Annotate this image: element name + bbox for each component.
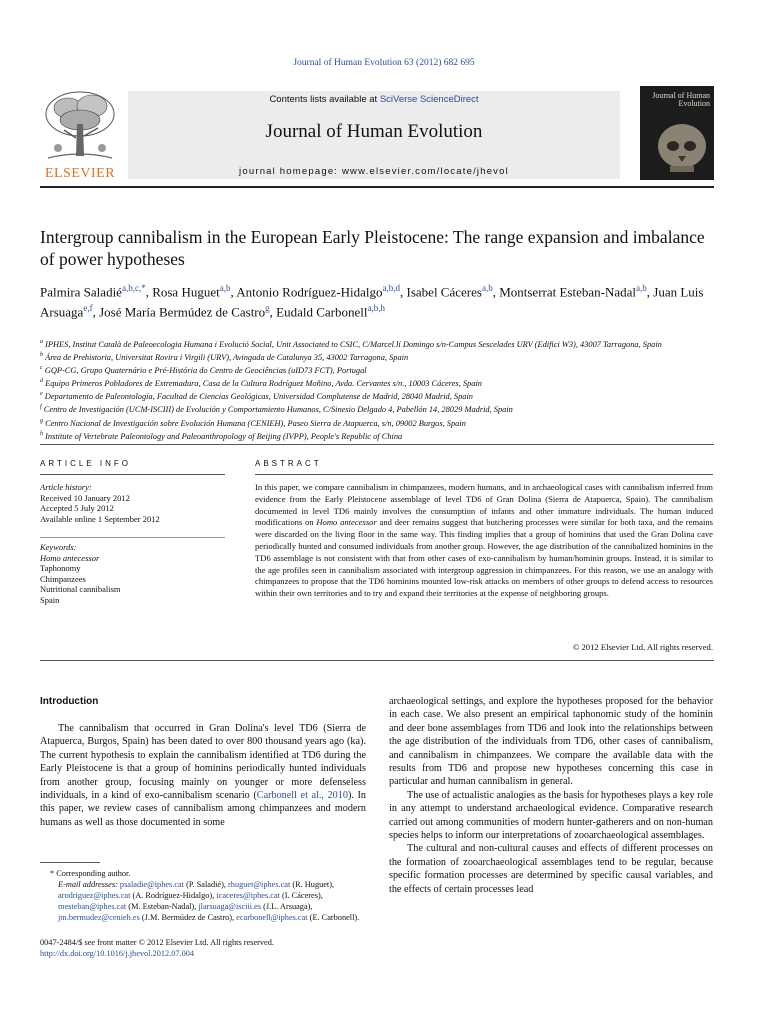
section-rule-bottom	[40, 660, 714, 661]
section-rule-top	[40, 444, 714, 445]
affiliation-key: b	[40, 352, 43, 359]
email-link[interactable]: jlarsuaga@isciii.es	[198, 902, 262, 911]
corresponding-author-mark[interactable]: *	[141, 283, 146, 293]
author-separator: ,	[269, 304, 277, 320]
affiliation	[40, 376, 730, 389]
affiliation-key: a	[40, 339, 43, 345]
keyword: Chimpanzees	[40, 573, 86, 584]
emails-label: E-mail addresses:	[58, 880, 120, 889]
email-owner: (P. Saladié),	[184, 880, 229, 889]
corresponding-author-note: * Corresponding author.	[50, 869, 131, 878]
affiliation-key: d	[40, 378, 43, 385]
author-affiliation-marks[interactable]: g	[265, 303, 270, 314]
author-name: Isabel Cáceres	[406, 284, 482, 300]
author-name: Juan Luis Arsuaga	[40, 284, 704, 320]
contents-prefix: Contents lists available at	[269, 94, 380, 105]
issn-line: 0047-2484/$ see front matter © 2012 Elsevier Ltd. All rights reserved.	[40, 938, 274, 947]
email-owner: (J.M. Bermúdez de Castro),	[139, 913, 237, 922]
author-name: Palmira Saladié	[40, 284, 122, 300]
journal-citation-line[interactable]: Journal of Human Evolution 63 (2012) 682 695	[293, 58, 475, 68]
history-online: Available online 1 September 2012	[40, 513, 160, 524]
author-separator: ,	[92, 304, 100, 320]
keywords-label: Keywords:	[40, 542, 77, 552]
author-separator: ,	[646, 284, 654, 300]
body-paragraph: archaeological settings, and explore the hypotheses proposed for the behavior in each case. We also present an empirical taphonomic study of the hominin and deer bone assemblages from TD6 and look into the relationships between the age distribution of the individuals from TD6, other cases of cannibalism, and cannibalism in chimpanzees. We compare the available data with the results from TD6 and propose new hypotheses concerning this case in particular and human cannibalism in general.	[389, 696, 713, 788]
email-owner: (I. Cáceres),	[279, 891, 323, 900]
footnotes	[40, 868, 366, 923]
abstract-part: and deer remains suggest that butchering processes were similar for both taxa, and the remains were discarded on the living floor in the same way. This finding implies that a group of hominins that used the Gran Dolina cave periodically hunted and consumed individuals from another group. However, the age distribution of the cannibalized hominins in the TD6 assemblage is not consistent with that from other cases of exo-cannibalism by human/hominin groups. Instead, it is similar to the age profiles seen in cannibalism associated with intergroup aggression in chimpanzees. For this reason, we use an analogy with chimpanzees to propose that the TD6 hominins mounted low-risk attacks on members of other groups to defend access to resources within their own territories and to try and expand their territories at the expense of neighboring groups.	[255, 517, 713, 599]
history-label: Article history:	[40, 482, 92, 492]
author-name: Rosa Huguet	[152, 284, 220, 300]
abstract-species: Homo antecessor	[316, 517, 377, 528]
affiliation	[40, 350, 730, 363]
affiliation	[40, 389, 730, 402]
body-column-left	[40, 722, 366, 829]
email-link[interactable]: psaladie@iphes.cat	[119, 880, 185, 889]
email-addresses	[40, 879, 366, 923]
affiliation	[40, 429, 730, 442]
author-affiliation-marks[interactable]: a,b,d	[382, 283, 401, 293]
author-name: Montserrat Esteban-Nadal	[499, 284, 637, 300]
history-received: Received 10 January 2012	[40, 492, 130, 503]
author-name: Antonio Rodríguez-Hidalgo	[236, 284, 383, 300]
header-rule	[40, 186, 714, 188]
affiliations	[40, 337, 730, 442]
publisher-name: ELSEVIER	[44, 166, 116, 181]
author-list	[40, 280, 720, 321]
keyword: Nutritional cannibalism	[40, 584, 121, 594]
email-link[interactable]: ecarbonell@iphes.cat	[236, 913, 308, 922]
author-name: José María Bermúdez de Castro	[99, 304, 266, 320]
affiliation-text: Centro Nacional de Investigación sobre Evolución Humana (CENIEH), Paseo Sierra de Atapuerca, s/n, 09002 Burgos, Spain	[45, 418, 466, 428]
author-affiliation-marks[interactable]: a,b,h	[367, 303, 385, 314]
keyword: Taphonomy	[40, 563, 81, 573]
issn-block	[40, 937, 366, 959]
history-rule	[40, 537, 225, 538]
affiliation	[40, 416, 730, 429]
doi-link[interactable]: http://dx.doi.org/10.1016/j.jhevol.2012.07.004	[40, 949, 195, 958]
email-link[interactable]: jm.bermudez@cenieh.es	[58, 913, 140, 922]
email-owner: (R. Huguet),	[290, 880, 335, 889]
email-owner: (A. Rodríguez-Hidalgo),	[130, 891, 217, 900]
keyword: Homo antecessor	[40, 552, 100, 563]
paper-title: Intergroup cannibalism in the European Early Pleistocene: The range expansion and imbalance of power hypotheses	[40, 227, 705, 269]
keywords-block	[40, 542, 225, 605]
text-run: The cannibalism that occurred in Gran Dolina's level TD6 (Sierra de Atapuerca, Burgos, Spain) has been dated to over 800 thousand years ago (ka). The current hypothesis to explain the cannibalism identified at TD6 during the Early Pleistocene is that a group of hominins periodically hunted individuals from another group, focusing mainly on younger or more defenseless individuals, in a kind of exo-cannibalism scenario (	[40, 723, 366, 802]
author-separator: ,	[400, 284, 407, 300]
article-info-rule	[40, 474, 225, 475]
introduction-heading: Introduction	[40, 696, 99, 707]
abstract-text	[255, 482, 713, 600]
affiliation-text: IPHES, Institut Català de Paleoecologia Humana i Evolució Social, Unit Associated to CSIC, C/Marcel.lí Domingo s/n-Campus Sescelades URV (Edifici W3), 43007 Tarragona, Spain	[45, 339, 662, 349]
abstract-rule	[255, 474, 713, 475]
author-affiliation-marks[interactable]: a,b	[481, 283, 493, 293]
journal-cover-image	[640, 86, 714, 180]
intro-paragraph	[40, 722, 366, 829]
affiliation-key: c	[40, 365, 43, 372]
affiliation	[40, 337, 730, 350]
body-paragraph: The use of actualistic analogies as the basis for hypotheses plays a key role in any attempt to understand archaeological evidence. Comparative research carried out among communities of modern hunter-gatherers and on non-human species helps to inform our interpretations of zooarchaeological assemblages.	[389, 789, 713, 842]
affiliation	[40, 402, 730, 415]
journal-homepage[interactable]: journal homepage: www.elsevier.com/locate/jhevol	[239, 166, 509, 177]
affiliation-key: f	[40, 404, 42, 411]
body-paragraph: The cultural and non-cultural causes and effects of different processes on the formation of zooarchaeological assemblages tend to be regular, because specific formation processes are determined by specific causal variables, and the effects of certain processes lead	[389, 843, 713, 895]
author-affiliation-marks[interactable]: a,b	[636, 283, 647, 293]
email-link[interactable]: rhuguet@iphes.cat	[228, 880, 291, 889]
contents-line	[128, 94, 620, 105]
history-accepted: Accepted 5 July 2012	[40, 503, 114, 513]
affiliation-text: GQP-CG, Grupo Quaternário e Pré-História do Centro de Geociências (uID73 FCT), Portugal	[44, 365, 367, 375]
article-info-heading: ARTICLE INFO	[40, 459, 131, 468]
affiliation-text: Área de Prehistoria, Universitat Rovira i Virgili (URV), Avinguda de Catalunya 35, 43002 Tarragona, Spain	[45, 352, 409, 362]
citation-link[interactable]: Carbonell et al., 2010	[256, 790, 348, 802]
author-affiliation-marks[interactable]: a,b	[219, 283, 231, 293]
keyword: Spain	[40, 594, 60, 605]
email-link[interactable]: icaceres@iphes.cat	[216, 891, 280, 900]
affiliation	[40, 363, 730, 376]
author-separator: ,	[492, 284, 500, 300]
author-affiliation-marks[interactable]: e,f	[83, 303, 93, 314]
footnote-rule	[40, 862, 100, 863]
sciencedirect-link[interactable]: SciVerse ScienceDirect	[379, 94, 479, 105]
email-owner: (J.L. Arsuaga),	[261, 902, 313, 911]
affiliation-text: Institute of Vertebrate Paleontology and Paleoanthropology of Beijing (IVPP), People's Republic of China	[45, 431, 403, 441]
affiliation-text: Equipo Primeros Pobladores de Extremadura, Casa de la Cultura Rodríguez Moñino, Avda. Cervantes s/n., 10003 Cáceres, Spain	[45, 379, 482, 389]
affiliation-text: Departamento de Paleontología, Facultad de Ciencias Geológicas, Universidad Complutense de Madrid, 28040 Madrid, Spain	[44, 392, 473, 402]
text-run: ). In this paper, we review cases of cannibalism among chimpanzees and modern humans as well as those documented in some	[40, 790, 366, 828]
email-link[interactable]: mesteban@iphes.cat	[58, 902, 127, 911]
affiliation-key: g	[40, 417, 43, 424]
abstract-heading: ABSTRACT	[255, 459, 322, 468]
cover-title: Journal of Human Evolution	[652, 91, 710, 108]
author-affiliation-marks[interactable]: a,b,c,	[121, 283, 142, 293]
author-separator: ,	[230, 284, 237, 300]
body-column-right	[389, 695, 713, 896]
abstract-part: In this paper, we compare cannibalism in chimpanzees, modern humans, and in archaeological cases with cannibalism inferred from evidence from the Early Pleistocene assemblage of level TD6 of Gran Dolina (Sierra de Atapuerca, Spain). The cannibalism documented in level TD6 mainly involves the consumption of infants and other immature individuals. The human induced modifications on	[255, 482, 713, 528]
author-separator: ,	[145, 284, 153, 300]
email-link[interactable]: arodriguez@iphes.cat	[58, 891, 131, 900]
affiliation-key: h	[40, 430, 43, 437]
email-owner: (E. Carbonell).	[307, 913, 360, 922]
article-history	[40, 482, 225, 524]
affiliation-key: e	[40, 391, 43, 398]
affiliation-text: Centro de Investigación (UCM-ISCIII) de Evolución y Comportamiento Humanos, C/Sinesio Delgado 4, Pabellón 14, 28029 Madrid, Spain	[43, 405, 513, 415]
abstract-copyright: © 2012 Elsevier Ltd. All rights reserved.	[572, 642, 713, 652]
journal-title: Journal of Human Evolution	[265, 121, 483, 142]
author-name: Eudald Carbonell	[276, 304, 368, 320]
email-owner: (M. Esteban-Nadal),	[126, 902, 199, 911]
